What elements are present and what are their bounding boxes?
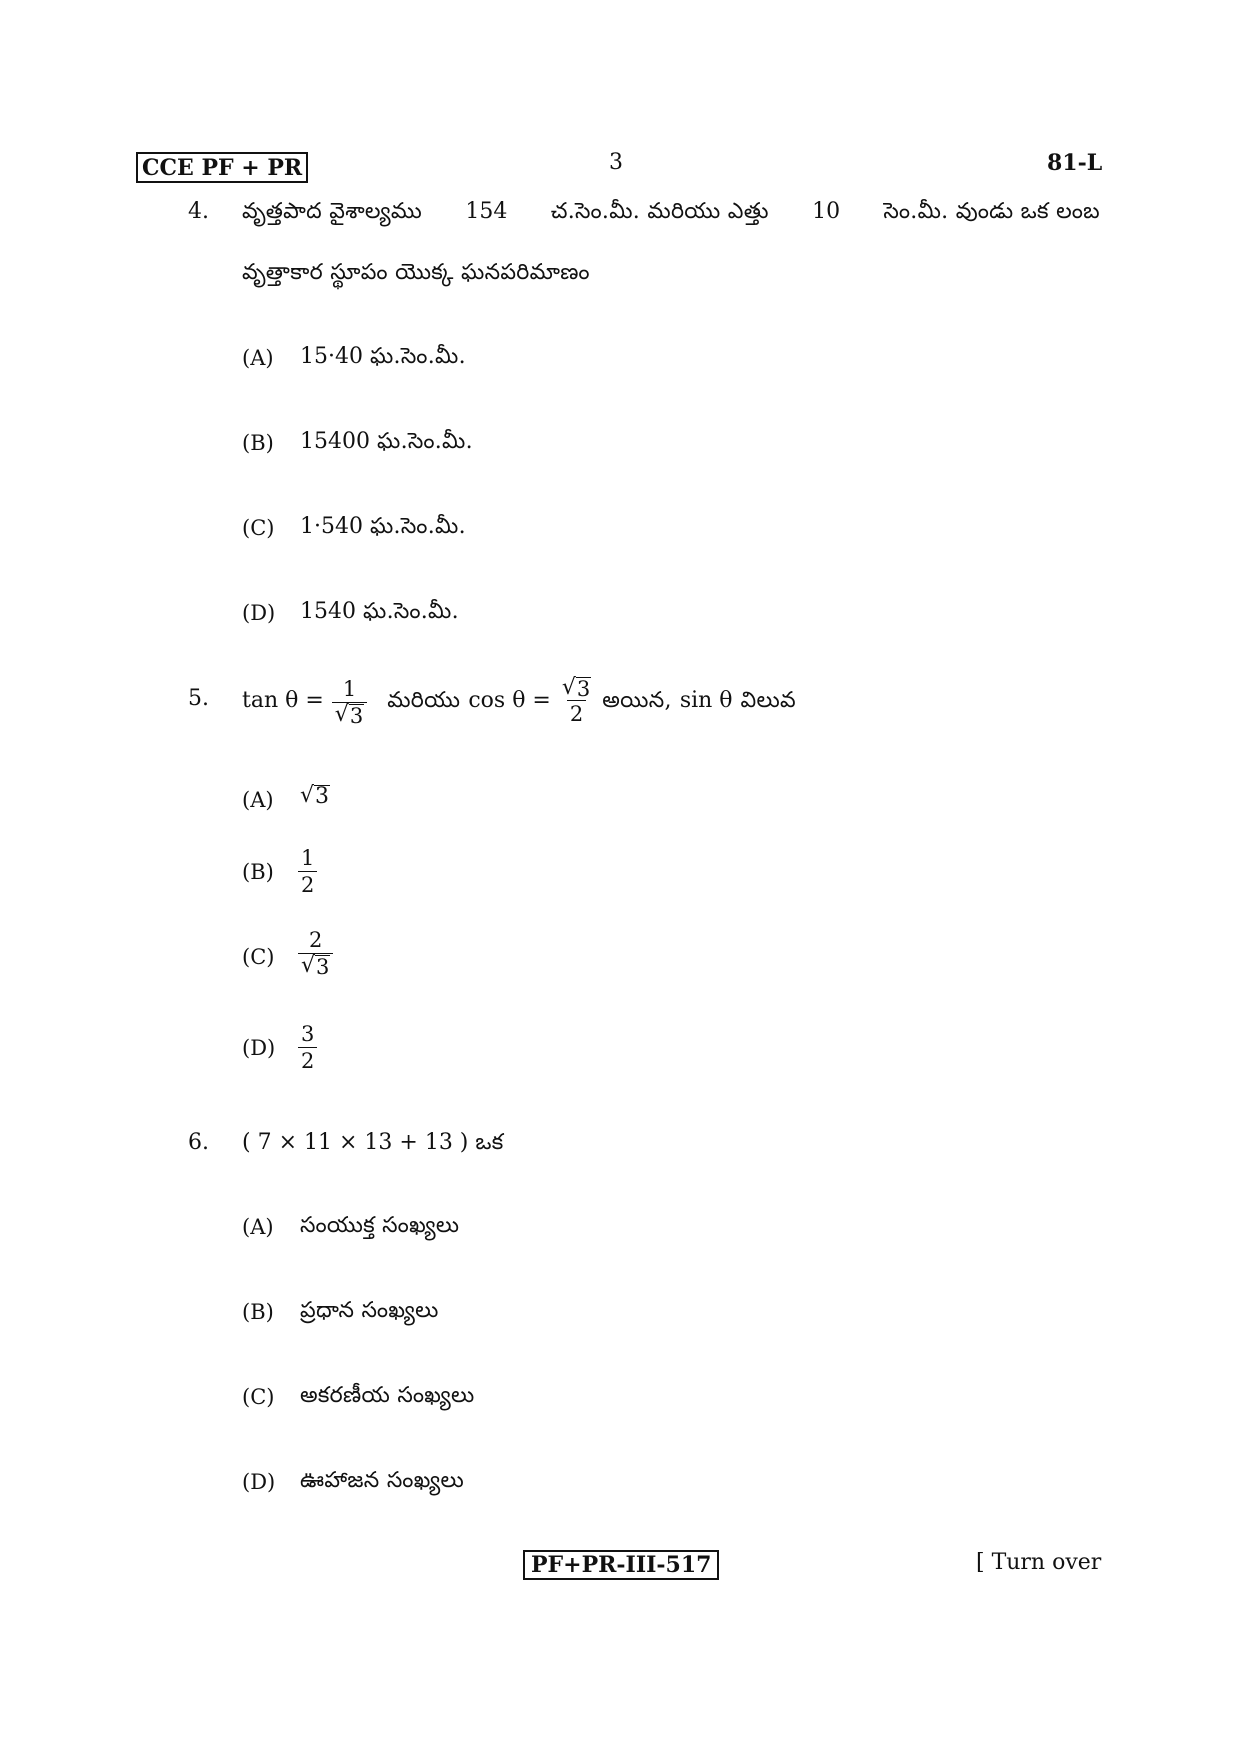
turn-over-note: [ Turn over: [976, 1550, 1102, 1575]
question-text: అయిన,: [602, 688, 672, 713]
sqrt-icon: √: [301, 953, 316, 978]
sqrt-icon: √: [561, 674, 576, 700]
question-number-value: 154: [465, 199, 508, 224]
option-d[interactable]: [298, 1021, 317, 1074]
numerator: 1: [342, 676, 357, 701]
option-d[interactable]: ఊహాజన సంఖ్యలు: [300, 1468, 464, 1493]
option-label: (B): [242, 431, 274, 455]
numerator: 2: [309, 928, 323, 952]
question-text: సెం.మీ. వుండు ఒక లంబ: [883, 199, 1100, 224]
paper-code: 81-L: [1047, 150, 1103, 176]
question-text: మరియు: [387, 688, 461, 713]
denominator: 2: [298, 1047, 317, 1074]
denominator: [332, 702, 367, 727]
denominator: 2: [567, 700, 586, 727]
question-5-stem: [242, 662, 796, 740]
option-b[interactable]: [298, 845, 317, 898]
fraction: [298, 1021, 317, 1074]
tan-expression: tan θ =: [242, 688, 324, 713]
option-a[interactable]: సంయుక్త సంఖ్యలు: [300, 1213, 460, 1238]
option-c[interactable]: అకరణీయ సంఖ్యలు: [300, 1383, 475, 1408]
sqrt-icon: √: [300, 783, 315, 808]
fraction: [298, 845, 317, 898]
option-d[interactable]: [300, 599, 459, 629]
option-label: (A): [242, 788, 274, 812]
numerator: 3: [301, 1022, 315, 1046]
option-c[interactable]: [300, 514, 466, 544]
option-unit: ఘ.సెం.మీ.: [369, 344, 466, 369]
option-b[interactable]: ప్రధాన సంఖ్యలు: [300, 1298, 439, 1323]
question-number: 4.: [188, 199, 209, 224]
option-label: (C): [242, 1385, 275, 1409]
option-unit: ఘ.సెం.మీ.: [363, 599, 459, 624]
option-unit: ఘ.సెం.మీ.: [369, 514, 466, 539]
question-text: చ.సెం.మీ. మరియు ఎత్తు: [550, 199, 769, 224]
header-box: CCE PF + PR: [136, 152, 308, 183]
option-value: 1·540: [300, 514, 363, 539]
footer-code-box: PF+PR-III-517: [523, 1550, 719, 1580]
fraction: [298, 927, 333, 978]
fraction: [559, 676, 594, 727]
option-b[interactable]: [300, 429, 473, 459]
numerator: [559, 676, 594, 700]
numerator: 1: [301, 846, 315, 870]
radicand: 3: [316, 955, 330, 979]
denominator: 2: [298, 871, 317, 898]
option-a[interactable]: [300, 784, 330, 808]
question-4-line-2: వృత్తాకార స్థూపం యొక్క ఘనపరిమాణం: [242, 260, 590, 285]
page-number: 3: [609, 150, 623, 175]
radicand: 3: [349, 703, 364, 728]
option-value: 1540: [300, 599, 356, 624]
expression: ( 7 × 11 × 13 + 13 ): [242, 1130, 469, 1155]
option-label: (D): [242, 1470, 276, 1494]
option-a[interactable]: [300, 344, 466, 374]
sin-expression: sin θ: [679, 688, 733, 713]
option-label: (D): [242, 601, 276, 625]
option-unit: ఘ.సెం.మీ.: [377, 429, 473, 454]
question-number-value: 10: [812, 199, 841, 224]
radicand: 3: [576, 676, 591, 701]
question-text: విలువ: [740, 688, 796, 713]
question-4-line-1: [242, 197, 1100, 227]
option-c[interactable]: [298, 927, 333, 978]
option-value: 15·40: [300, 344, 363, 369]
question-text: వృత్తపాద వైశాల్యము: [242, 199, 423, 224]
option-label: (D): [242, 1036, 276, 1060]
option-label: (B): [242, 860, 274, 884]
sqrt-icon: √: [334, 701, 349, 727]
option-value: 15400: [300, 429, 370, 454]
question-number: 5.: [188, 686, 209, 711]
option-label: (A): [242, 346, 274, 370]
option-label: (B): [242, 1300, 274, 1324]
denominator: [298, 953, 333, 978]
cos-expression: cos θ =: [468, 688, 551, 713]
option-label: (C): [242, 516, 275, 540]
option-label: (C): [242, 945, 275, 969]
fraction: [332, 676, 367, 727]
question-text: ఒక: [475, 1130, 504, 1155]
radicand: 3: [315, 784, 330, 809]
option-label: (A): [242, 1215, 274, 1239]
question-6-stem: [242, 1128, 504, 1158]
question-number: 6.: [188, 1130, 209, 1155]
